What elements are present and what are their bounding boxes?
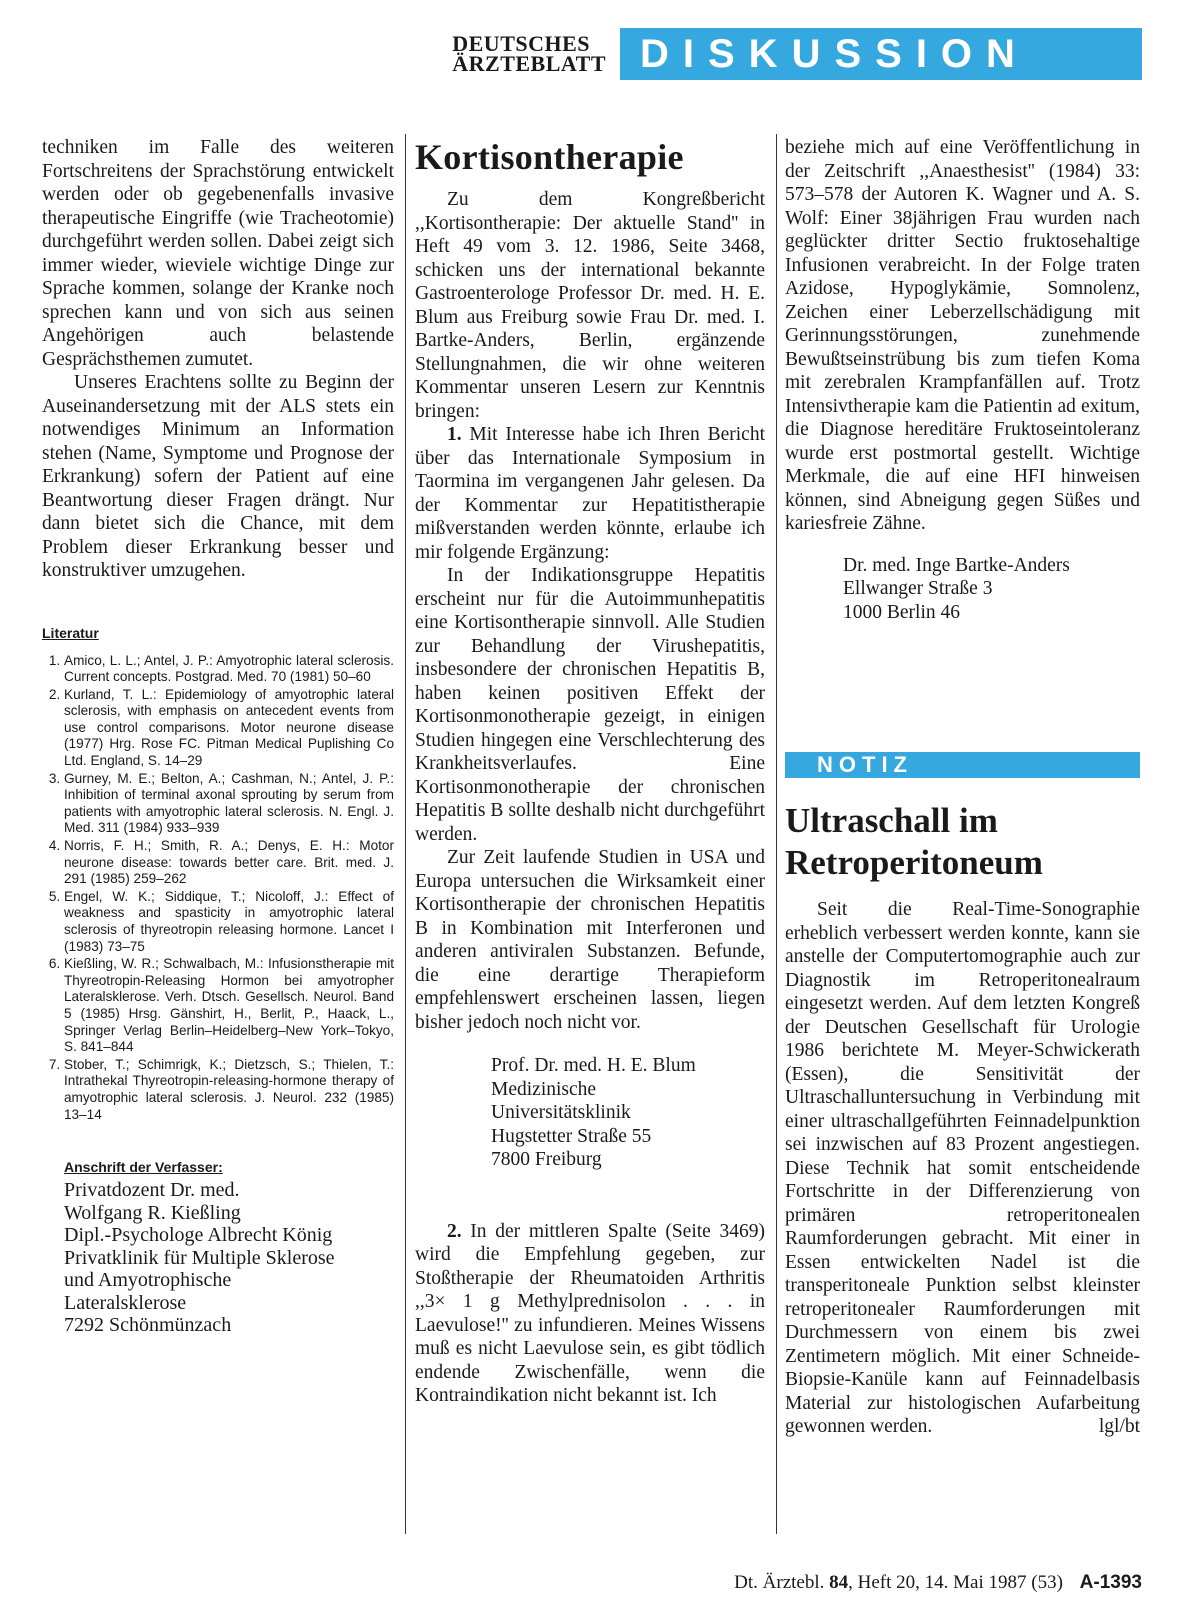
signature-line: Medizinische <box>491 1078 597 1100</box>
reference-item: 7. Stober, T.; Schimrigk, K.; Dietzsch, S.; Thielen, T.: Intrathekal Thyreotropin-releasing-hormone therapy of amyotrophic lateral sclerosis. J. Neurol. 232 (1985) 13–14 <box>64 1057 394 1123</box>
col2-paragraph-1: Zu dem Kongreßbericht ,,Kortisontherapie: Der aktuelle Stand'' in Heft 49 vom 3. 12. 1986, Seite 3468, schicken uns der international bekannte Gastroenterologe Professor Dr. med. H. E. Blum aus Freiburg sowie Frau Dr. med. I. Bartke-Anders, Berlin, ergänzende Stellungnahmen, die wir ohne weiteren Kommentar unseren Lesern zur Kenntnis bringen: <box>415 189 765 422</box>
column-2 <box>415 136 765 1408</box>
notiz-title-line2: Retroperitoneum <box>785 843 1043 882</box>
page-footer <box>734 1572 1142 1594</box>
page-header <box>452 28 1142 80</box>
signature-line: Ellwanger Straße 3 <box>843 578 993 599</box>
literatur-heading: Literatur <box>42 624 99 641</box>
journal-logo-line2: ÄRZTEBLATT <box>452 51 606 76</box>
notiz-paragraph <box>785 898 1140 1439</box>
footer-volume: 84 <box>829 1572 849 1593</box>
col2-paragraph-3: In der Indikationsgruppe Hepatitis erscheint nur für die Autoimmunhepatitis eine Kortisontherapie sinnvoll. Alle Studien zur Behandlung der Virushepatitis, insbesondere der chronischen Hepatitis B, haben keinen positiven Effekt der Kortisonmonotherapie gezeigt, in einigen Studien hingegen eine Verschlechterung des Krankheitsverlaufes. Eine Kortisonmonotherapie der chronischen Hepatitis B sollte deshalb nicht durchgeführt werden. <box>415 565 765 845</box>
journal-logo <box>452 31 606 76</box>
column-divider-1 <box>405 134 406 1534</box>
footer-issue: , Heft 20, 14. Mai 1987 (53) <box>848 1572 1063 1593</box>
page-number: A-1393 <box>1079 1572 1142 1593</box>
notiz-article <box>785 800 1140 1439</box>
signature-line: 7800 Freiburg <box>491 1149 602 1170</box>
signature-line: 1000 Berlin 46 <box>843 601 960 623</box>
article-title: Kortisontherapie <box>415 137 684 177</box>
footer-journal: Dt. Ärztebl. <box>734 1572 825 1593</box>
address-line: Lateralsklerose <box>64 1291 187 1314</box>
reference-item: 3. Gurney, M. E.; Belton, A.; Cashman, N.; Antel, J. P.: Inhibition of terminal axonal sprouting by serum from patients with amyotrophic lateral sclerosis. N. Engl. J. Med. 311 (1984) 933–939 <box>64 771 394 837</box>
address-line: Privatdozent Dr. med. <box>64 1179 240 1202</box>
reference-item: 6. Kießling, W. R.; Schwalbach, M.: Infusionstherapie mit Thyreotropin-Releasing Hormon bei amyotropher Lateralsklerose. Verh. Dtsch. Gesellsch. Neurol. Band 5 (1985) Hrsg. Gänshirt, H., Berlit, P., Haack, L., Springer Verlag Berlin–Heidelberg–New York–Tokyo, S. 841–844 <box>64 956 394 1056</box>
item-number: 2. <box>447 1220 462 1242</box>
item-number: 1. <box>447 424 462 445</box>
signature-blum <box>415 1054 765 1172</box>
address-heading: Anschrift der Verfasser: <box>64 1159 223 1176</box>
author-initials: lgl/bt <box>1098 1416 1140 1437</box>
signature-line: Hugstetter Straße 55 <box>491 1125 652 1147</box>
reference-item: 1. Amico, L. L.; Antel, J. P.: Amyotrophic lateral sclerosis. Current concepts. Postgrad. Med. 70 (1981) 50–60 <box>64 653 394 686</box>
column-1 <box>42 136 394 1337</box>
col2-paragraph-5 <box>415 1220 765 1408</box>
column-divider-2 <box>776 134 777 1534</box>
paragraph-text: Mit Interesse habe ich Ihren Bericht über das Internationale Symposium in Taormina im vergangenen Jahr gelesen. Da der Kommentar zur Hepatitistherapie mißverstanden werden könnte, erlaube ich mir folgende Ergänzung: <box>415 424 765 563</box>
signature-line: Dr. med. Inge Bartke-Anders <box>843 554 1070 576</box>
reference-item: 4. Norris, F. H.; Smith, R. A.; Denys, E. H.: Motor neurone disease: towards better care. Brit. med. J. 291 (1985) 259–262 <box>64 838 394 888</box>
notiz-banner: NOTIZ <box>785 752 1140 778</box>
section-banner: DISKUSSION <box>620 28 1142 80</box>
col2-paragraph-2 <box>415 423 765 564</box>
author-address <box>64 1179 394 1337</box>
notiz-title-line1: Ultraschall im <box>785 801 998 840</box>
signature-line: Prof. Dr. med. H. E. Blum <box>491 1055 696 1076</box>
address-line: Privatklinik für Multiple Sklerose <box>64 1246 335 1269</box>
notiz-text: Seit die Real-Time-Sonographie erheblich verbessert werden konnte, kann sie anstelle der Computertomographie auch zur Diagnostik im Retroperitonealraum eingesetzt werden. Auf dem letzten Kongreß der Deutschen Gesellschaft für Urologie 1986 berichtete M. Meyer-Schwickerath (Essen), die Sensitivität der Ultraschalluntersuchung in Verbindung mit einer ultraschallgeführten Feinnadelpunktion sei inzwischen auf 83 Prozent angestiegen. Diese Technik hat somit entscheidende Fortschritte in der Differenzierung von primären retroperitonealen Raumforderungen gebracht. Mit einer in Essen entwickelten Nadel ist die transperitoneale Punktion selbst kleinster retroperitonealer Raumforderungen mit Durchmessern von einem bis zwei Zentimetern möglich. Mit einer Schneide-Biopsie-Kanüle kann auf Feinnadelbasis Material zur histologischen Aufarbeitung gewonnen werden. <box>785 899 1140 1437</box>
col1-paragraph-1: techniken im Falle des weiteren Fortschreitens der Sprachstörung entwickelt werden oder ob gegebenenfalls invasive therapeutische Eingriffe (wie Tracheotomie) durchgeführt werden sollen. Dabei zeigt sich immer wieder, wieviele wichtige Dinge zur Sprache kommen, solange der Kranke noch sprechen kann und von sich aus seinen Angehörigen auch belastende Gesprächsthemen zumutet. <box>42 137 394 370</box>
address-line: und Amyotrophische <box>64 1269 232 1292</box>
paragraph-text: In der mittleren Spalte (Seite 3469) wird die Empfehlung gegeben, zur Stoßtherapie der Rheumatoiden Arthritis ,,3× 1 g Methylprednisolon . . . in Laevulose!'' zu infundieren. Meines Wissens muß es nicht Laevulose sein, es gibt tödlich endende Zwischenfälle, wenn die Kontraindikation nicht bekannt ist. Ich <box>415 1220 765 1406</box>
reference-item: 5. Engel, W. K.; Siddique, T.; Nicoloff, J.: Effect of weakness and spasticity in amyotrophic lateral sclerosis of thyreotropin releasing hormone. Lancet I (1983) 73–75 <box>64 889 394 955</box>
column-3 <box>785 136 1140 624</box>
journal-logo-line1: DEUTSCHES <box>452 31 591 56</box>
reference-item: 2. Kurland, T. L.: Epidemiology of amyotrophic lateral sclerosis, with emphasis on antecedent events from use control comparisons. Motor neurone disease (1977) Hrg. Rose FC. Pitman Medical Puplishing Co Ltd. England, S. 14–29 <box>64 687 394 770</box>
col2-paragraph-4: Zur Zeit laufende Studien in USA und Europa untersuchen die Wirksamkeit einer Kortisontherapie der chronischen Hepatitis B in Kombination mit Interferonen und anderen antiviralen Substanzen. Befunde, die eine derartige Therapieform empfehlenswert erscheinen lassen, liegen bisher jedoch noch nicht vor. <box>415 847 765 1033</box>
col3-paragraph-1: beziehe mich auf eine Veröffentlichung in der Zeitschrift ,,Anaesthesist'' (1984) 33: 573–578 der Autoren K. Wagner und A. S. Wolf: Einer 38jährigen Frau wurden nach geglückter dritter Sectio fruktosehaltige Infusionen verabreicht. In der Folge traten Azidose, Hypoglykämie, Somnolenz, Zeichen einer Leberzellschädigung mit Gerinnungsstörungen, zunehmende Bewußtseinstrübung bis zum tiefen Koma mit zerebralen Krampfanfällen auf. Trotz Intensivtherapie kam die Patientin ad exitum, die Diagnose hereditäre Fruktoseintoleranz wurde erst postmortal gestellt. Wichtige Merkmale, die auf eine HFI hinweisen können, sind Abneigung gegen Süßes und kariesfreie Zähne. <box>785 137 1140 534</box>
address-line: Wolfgang R. Kießling <box>64 1201 241 1224</box>
address-line: Dipl.-Psychologe Albrecht König <box>64 1224 333 1247</box>
address-line: 7292 Schönmünzach <box>64 1314 232 1337</box>
col1-paragraph-2: Unseres Erachtens sollte zu Beginn der Auseinandersetzung mit der ALS stets ein notwendiges Minimum an Information stehen (Name, Symptome und Prognose der Erkrankung) sofern der Patient auf eine Beantwortung dieser Fragen drängt. Nur dann bietet sich die Chance, mit dem Problem dieser Erkrankung besser und konstruktiver umzugehen. <box>42 372 394 581</box>
reference-list <box>42 653 394 1124</box>
signature-line: Universitätsklinik <box>491 1102 631 1123</box>
signature-bartke-anders <box>785 554 1140 625</box>
notiz-title <box>785 800 1140 884</box>
